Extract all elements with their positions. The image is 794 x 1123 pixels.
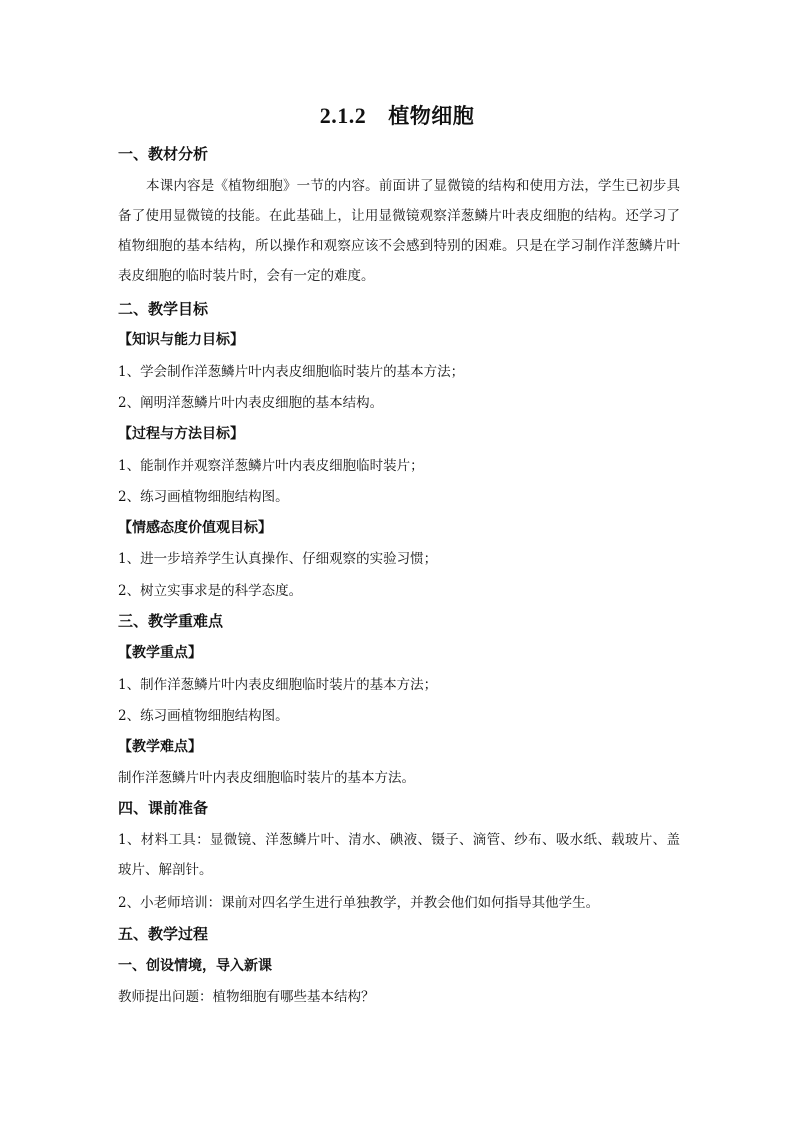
- subheading-process: 【过程与方法目标】: [118, 426, 244, 442]
- attitude-item-2: 2、树立实事求是的科学态度。: [118, 583, 303, 599]
- section-heading-process: 五、教学过程: [118, 925, 209, 943]
- page-title: [0, 100, 794, 130]
- knowledge-item-1: 1、学会制作洋葱鳞片叶内表皮细胞临时装片的基本方法；: [118, 364, 465, 380]
- preparation-item-2: 2、小老师培训：课前对四名学生进行单独教学，并教会他们如何指导其他学生。: [118, 895, 600, 911]
- section-heading-key-points: 三、教学重难点: [118, 612, 224, 630]
- key-item-1: 1、制作洋葱鳞片叶内表皮细胞临时装片的基本方法；: [118, 677, 438, 693]
- section-heading-analysis: 一、教材分析: [118, 145, 209, 163]
- subheading-knowledge: 【知识与能力目标】: [118, 332, 244, 348]
- title-text: 植物细胞: [388, 103, 475, 128]
- analysis-paragraph: 本课内容是《植物细胞》一节的内容。前面讲了显微镜的结构和使用方法，学生已初步具备了使用显微镜的技能。在此基础上，让用显微镜观察洋葱鳞片叶表皮细胞的结构。还学习了植物细胞的基本结构，所以操作和观察应该不会感到特别的困难。只是在学习制作洋葱鳞片叶表皮细胞的临时装片时，会有一定的难度。: [118, 178, 680, 284]
- process-item-2: 2、练习画植物细胞结构图。: [118, 489, 289, 505]
- key-item-2: 2、练习画植物细胞结构图。: [118, 708, 289, 724]
- section-heading-preparation: 四、课前准备: [118, 799, 209, 817]
- subheading-introduction: 一、创设情境，导入新课: [118, 958, 272, 974]
- subheading-difficulty: 【教学难点】: [118, 739, 202, 755]
- process-item-1: 1、能制作并观察洋葱鳞片叶内表皮细胞临时装片；: [118, 458, 424, 474]
- attitude-item-1: 1、进一步培养学生认真操作、仔细观察的实验习惯；: [118, 551, 438, 567]
- difficulty-text: 制作洋葱鳞片叶内表皮细胞临时装片的基本方法。: [118, 770, 415, 786]
- introduction-text: 教师提出问题：植物细胞有哪些基本结构？: [118, 989, 375, 1005]
- preparation-item-1: 1、材料工具：显微镜、洋葱鳞片叶、清水、碘液、镊子、滴管、纱布、吸水纸、载玻片、盖玻片、解剖针。: [118, 832, 680, 878]
- section-heading-objectives: 二、教学目标: [118, 300, 209, 318]
- subheading-key: 【教学重点】: [118, 645, 202, 661]
- knowledge-item-2: 2、阐明洋葱鳞片叶内表皮细胞的基本结构。: [118, 395, 384, 411]
- title-number: 2.1.2: [319, 103, 367, 128]
- subheading-attitude: 【情感态度价值观目标】: [118, 520, 272, 536]
